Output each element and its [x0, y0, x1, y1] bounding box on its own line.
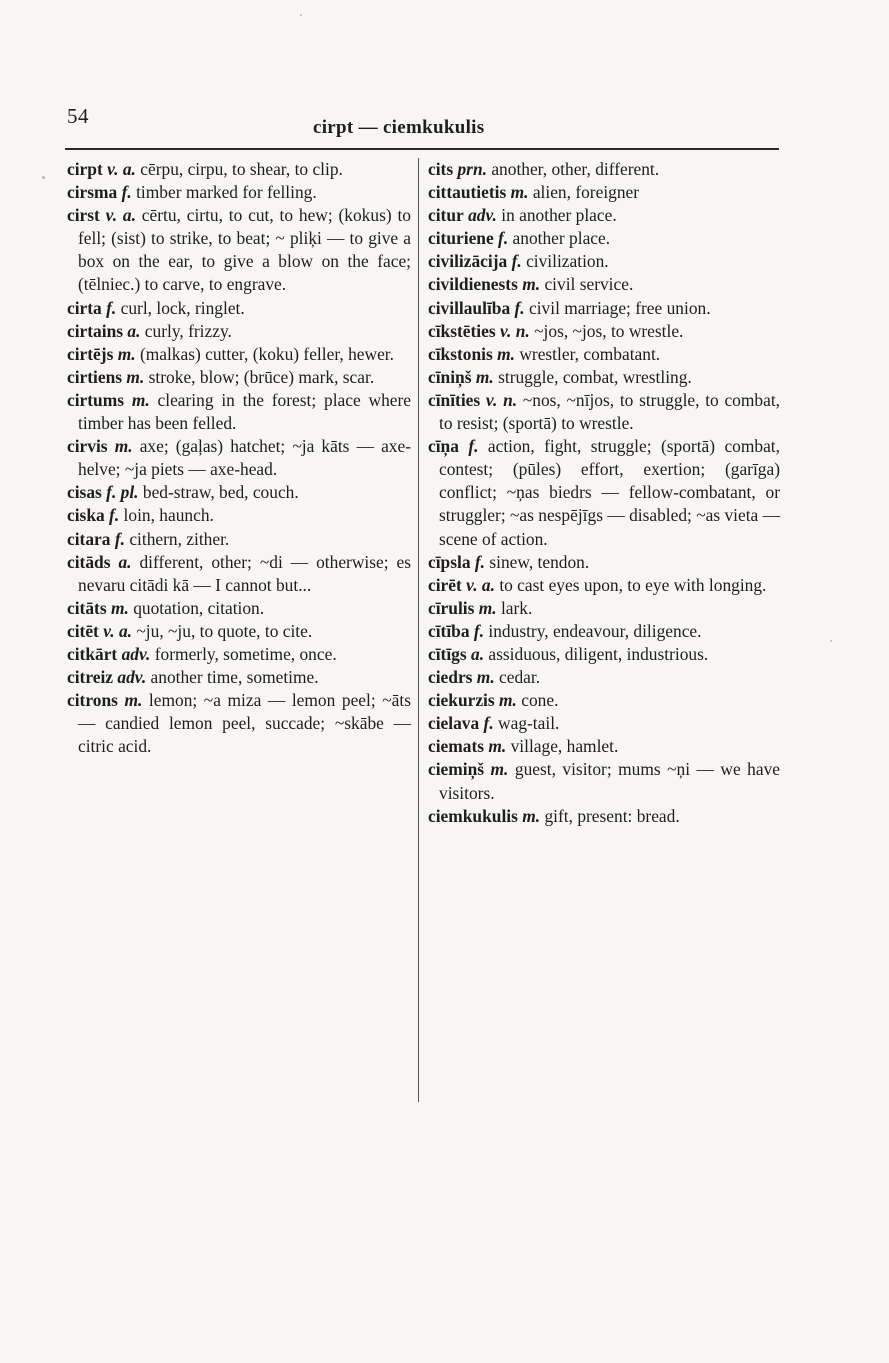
dictionary-entry	[67, 689, 411, 758]
dictionary-entry	[67, 320, 411, 343]
entry-grammar: f.	[468, 436, 479, 457]
entry-headword: citkārt	[67, 643, 118, 664]
entry-headword: cirvis	[67, 436, 108, 457]
entry-grammar: prn.	[457, 159, 487, 179]
entry-headword: civilizācija	[428, 251, 508, 272]
entry-grammar: f.	[483, 713, 494, 734]
entry-grammar: adv.	[121, 643, 151, 664]
dictionary-entry	[428, 320, 780, 343]
entry-definition: timber marked for felling.	[136, 182, 317, 203]
entry-grammar: f.	[498, 228, 509, 249]
dictionary-entry	[428, 366, 780, 389]
entry-definition: ~nos, ~nījos, to struggle, to combat, to resist; (sportā) to wrestle.	[439, 389, 780, 434]
entry-grammar: m.	[488, 736, 507, 757]
entry-definition: civil service.	[544, 274, 634, 295]
entry-definition: assiduous, diligent, industrious.	[488, 643, 709, 664]
entry-definition: loin, haunch.	[123, 505, 214, 526]
entry-grammar: m.	[475, 366, 494, 387]
scan-speck	[42, 176, 45, 179]
entry-definition: stroke, blow; (brūce) mark, scar.	[148, 366, 375, 387]
entry-definition: gift, present: bread.	[544, 805, 680, 826]
dictionary-entry	[67, 204, 411, 296]
scan-speck	[300, 14, 302, 16]
dictionary-entry	[67, 666, 411, 689]
dictionary-entry	[67, 528, 411, 551]
entry-definition: ~ju, ~ju, to quote, to cite.	[136, 620, 313, 641]
entry-headword: citreiz	[67, 667, 114, 688]
dictionary-entry	[428, 574, 780, 597]
entry-definition: ~jos, ~jos, to wrestle.	[534, 320, 684, 341]
dictionary-entry	[428, 297, 780, 320]
entry-headword: cirēt	[428, 574, 462, 595]
entry-definition: village, hamlet.	[510, 736, 619, 757]
entry-grammar: m.	[131, 389, 150, 410]
entry-definition: another place.	[512, 228, 611, 249]
dictionary-entry	[67, 366, 411, 389]
entry-grammar: f.	[474, 551, 486, 572]
dictionary-entry	[67, 389, 411, 435]
dictionary-entry	[67, 158, 411, 181]
dictionary-entry	[428, 435, 780, 550]
entry-headword: cirta	[67, 297, 102, 318]
entry-headword: cīnīties	[428, 389, 481, 410]
dictionary-entry	[428, 227, 780, 250]
dictionary-entry	[428, 551, 780, 574]
entry-grammar: f.	[511, 251, 522, 272]
entry-headword: cītība	[428, 620, 470, 641]
entry-grammar: m.	[110, 597, 129, 618]
entry-headword: citara	[67, 528, 111, 549]
entry-headword: cirtains	[67, 320, 124, 341]
entry-definition: alien, foreigner	[532, 182, 640, 203]
entry-headword: citāds	[67, 551, 111, 572]
entry-grammar: f.	[121, 182, 132, 203]
entry-headword: ciemats	[428, 736, 485, 757]
entry-grammar: m.	[478, 597, 497, 618]
entry-grammar: adv.	[468, 205, 497, 226]
entry-headword: cīpsla	[428, 551, 471, 572]
dictionary-entry	[428, 620, 780, 643]
entry-headword: cielava	[428, 713, 480, 734]
entry-headword: ciedrs	[428, 667, 473, 688]
page-number: 54	[67, 104, 89, 128]
entry-definition: wag-tail.	[498, 713, 560, 734]
dictionary-entry	[428, 758, 780, 804]
entry-headword: cīrulis	[428, 597, 475, 618]
entry-definition: cone.	[521, 690, 559, 711]
entry-grammar: m.	[522, 274, 541, 295]
dictionary-entry	[67, 551, 411, 597]
entry-headword: cīkstēties	[428, 320, 496, 341]
entry-grammar: m.	[476, 667, 495, 688]
entry-definition: cērtu, cirtu, to cut, to hew; (kokus) to fell; (sist) to strike, to beat; ~ pliķi — to give a box on the ear, to give a blow on the face; (tēlniec.) to carve, to engrave.	[78, 205, 411, 295]
entry-definition: to cast eyes upon, to eye with longing.	[499, 574, 767, 595]
entry-headword: cittautietis	[428, 182, 507, 203]
entry-headword: cits	[428, 159, 454, 179]
dictionary-entry	[428, 805, 780, 828]
entry-grammar: m.	[114, 436, 133, 457]
entry-grammar: m.	[126, 366, 145, 387]
entry-definition: civilization.	[526, 251, 609, 272]
entry-grammar: a.	[118, 551, 132, 572]
entry-definition: lark.	[500, 597, 533, 618]
entry-definition: wrestler, combatant.	[519, 343, 661, 364]
entry-headword: cituriene	[428, 228, 494, 249]
entry-definition: curl, lock, ringlet.	[120, 297, 245, 318]
dictionary-entry	[428, 181, 780, 204]
entry-definition: guest, visitor; mums ~ņi — we have visitors.	[439, 759, 780, 803]
dictionary-entry	[67, 435, 411, 481]
entry-grammar: a.	[471, 643, 485, 664]
entry-grammar: a.	[127, 320, 141, 341]
entry-definition: axe; (gaļas) hatchet; ~ja kāts — axe-helve; ~ja piets — axe-head.	[78, 436, 411, 480]
right-column	[428, 158, 780, 828]
entry-grammar: adv.	[117, 667, 147, 688]
entry-headword: cirsma	[67, 182, 118, 203]
entry-grammar: f.	[114, 528, 125, 549]
entry-definition: curly, frizzy.	[144, 320, 232, 341]
entry-grammar: m.	[490, 759, 509, 780]
running-head: cirpt — ciemkukulis	[313, 117, 485, 138]
dictionary-entry	[67, 181, 411, 204]
entry-definition: civil marriage; free union.	[529, 297, 711, 318]
entry-headword: citāts	[67, 597, 107, 618]
entry-headword: cīniņš	[428, 366, 472, 387]
entry-headword: cirtums	[67, 389, 124, 410]
entry-headword: cisas	[67, 482, 102, 503]
entry-definition: sinew, tendon.	[489, 551, 590, 572]
entry-grammar: f. pl.	[106, 482, 139, 503]
scan-speck	[830, 640, 832, 642]
entry-headword: cirtiens	[67, 366, 123, 387]
entry-definition: different, other; ~di — otherwise; es nevaru citādi kā — I cannot but...	[78, 551, 411, 595]
entry-headword: ciekurzis	[428, 690, 495, 711]
dictionary-entry	[428, 735, 780, 758]
header-rule	[65, 148, 779, 150]
entry-definition: quotation, citation.	[133, 597, 265, 618]
entry-grammar: m.	[117, 343, 136, 364]
entry-grammar: m.	[497, 343, 515, 364]
entry-headword: cīņa	[428, 436, 459, 457]
entry-grammar: v. a.	[103, 620, 133, 641]
left-column	[67, 158, 411, 758]
dictionary-entry	[67, 620, 411, 643]
entry-definition: cedar.	[499, 667, 541, 688]
entry-grammar: v. n.	[499, 320, 530, 341]
dictionary-entry	[67, 504, 411, 527]
dictionary-entry	[428, 343, 780, 366]
entry-headword: cīkstonis	[428, 343, 493, 364]
entry-headword: cirtējs	[67, 343, 114, 364]
dictionary-entry	[428, 712, 780, 735]
entry-definition: lemon; ~a miza — lemon peel; ~āts — candied lemon peel, succade; ~skābe — citric acid.	[78, 690, 411, 757]
dictionary-entry	[67, 297, 411, 320]
entry-definition: cithern, zither.	[129, 528, 230, 549]
entry-grammar: f.	[109, 505, 120, 526]
entry-definition: bed-straw, bed, couch.	[142, 482, 299, 503]
entry-headword: citur	[428, 205, 464, 226]
entry-definition: industry, endeavour, diligence.	[488, 620, 702, 641]
entry-grammar: m.	[499, 690, 517, 711]
entry-headword: citrons	[67, 690, 118, 711]
entry-definition: action, fight, struggle; (sportā) combat, contest; (pūles) effort, exertion; (garīga) conflict; ~ņas biedrs — fellow-combatant, or struggler; ~as nespējīgs — disabled; ~as vieta — scene of action.	[439, 436, 780, 549]
dictionary-entry	[428, 158, 780, 181]
dictionary-entry	[428, 666, 780, 689]
entry-headword: cītīgs	[428, 643, 467, 664]
dictionary-entry	[67, 343, 411, 366]
dictionary-entry	[67, 481, 411, 504]
entry-grammar: f.	[106, 297, 117, 318]
entry-headword: civillaulība	[428, 297, 511, 318]
entry-headword: civildienests	[428, 274, 518, 295]
entry-definition: struggle, combat, wrestling.	[498, 366, 692, 387]
entry-headword: citēt	[67, 620, 99, 641]
entry-grammar: v. a.	[105, 205, 136, 226]
entry-definition: cērpu, cirpu, to shear, to clip.	[140, 159, 343, 179]
dictionary-entry	[428, 597, 780, 620]
dictionary-entry	[428, 689, 780, 712]
entry-headword: ciemkukulis	[428, 805, 518, 826]
entry-grammar: m.	[522, 805, 541, 826]
entry-definition: formerly, sometime, once.	[154, 643, 337, 664]
entry-headword: cirpt	[67, 159, 103, 179]
entry-definition: (malkas) cutter, (koku) feller, hewer.	[139, 343, 394, 364]
dictionary-entry	[428, 643, 780, 666]
dictionary-entry	[428, 250, 780, 273]
dictionary-entry	[428, 273, 780, 296]
entry-definition: clearing in the forest; place where timber has been felled.	[78, 389, 411, 434]
entry-definition: another, other, different.	[491, 159, 660, 179]
entry-headword: ciska	[67, 505, 105, 526]
entry-grammar: m.	[510, 182, 529, 203]
dictionary-entry	[428, 204, 780, 227]
entry-grammar: v. a.	[107, 159, 136, 179]
entry-grammar: f.	[473, 620, 485, 641]
entry-headword: ciemiņš	[428, 759, 485, 780]
entry-grammar: v. n.	[485, 389, 518, 410]
dictionary-entry	[67, 597, 411, 620]
entry-definition: another time, sometime.	[150, 667, 319, 688]
entry-grammar: m.	[124, 690, 143, 711]
entry-definition: in another place.	[501, 205, 617, 226]
entry-headword: cirst	[67, 205, 100, 226]
column-divider	[418, 158, 419, 1102]
dictionary-entry	[428, 389, 780, 435]
entry-grammar: f.	[514, 297, 525, 318]
entry-grammar: v. a.	[466, 574, 495, 595]
dictionary-entry	[67, 643, 411, 666]
